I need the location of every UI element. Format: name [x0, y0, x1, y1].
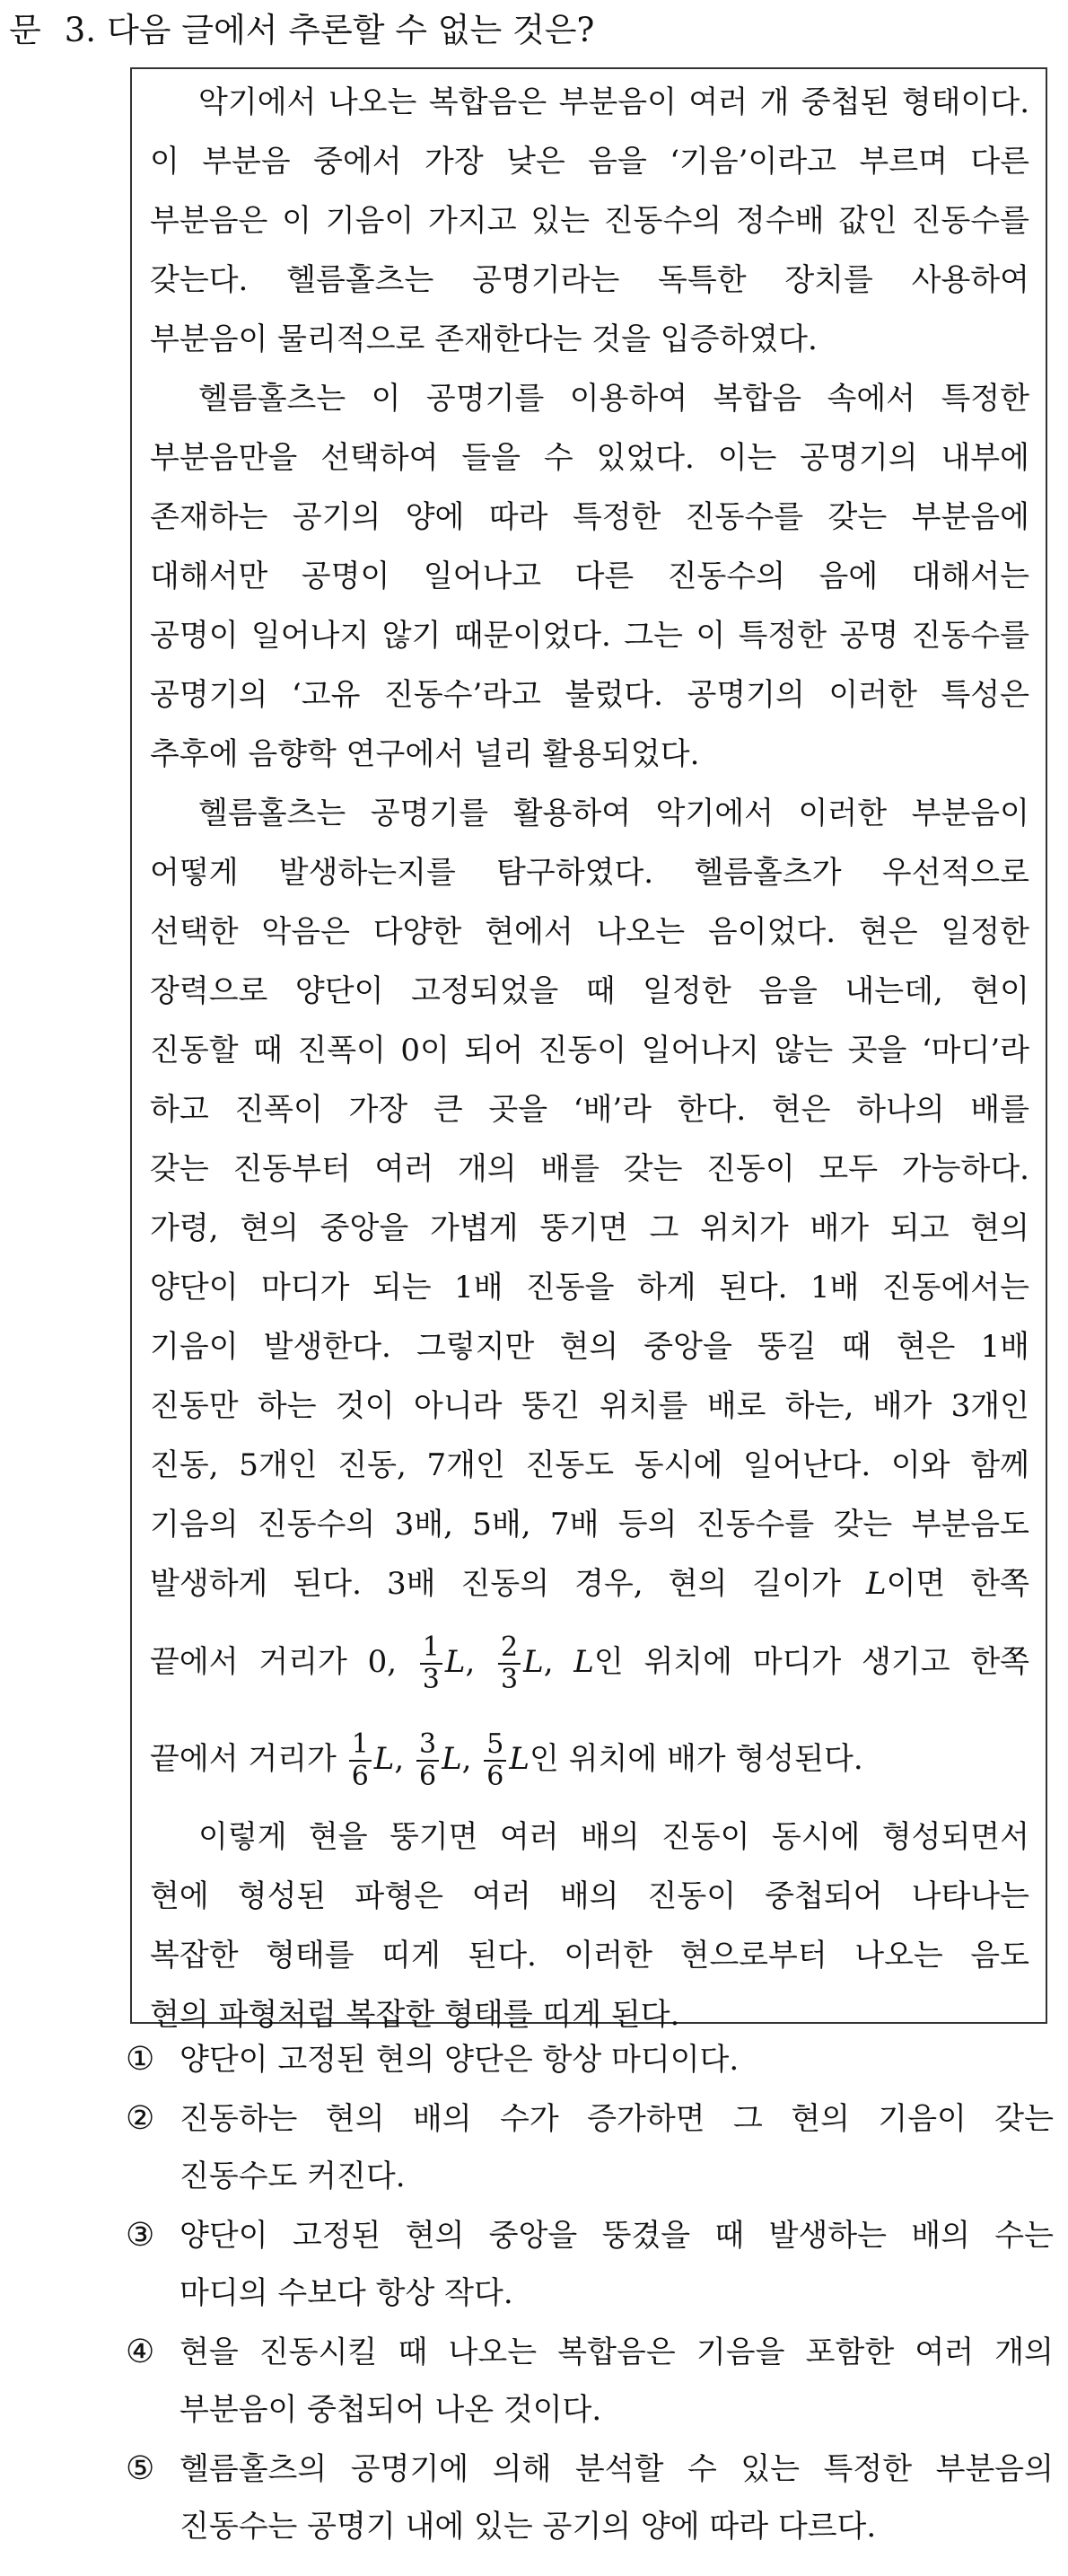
fraction — [349, 1729, 372, 1792]
variable-l: L — [523, 1644, 544, 1680]
passage-line: 현의 파형처럼 복잡한 형태를 띠게 된다. — [150, 1997, 680, 2033]
passage-line: 이 부분음 중에서 가장 낮은 음을 ‘기음’이라고 부르며 다른 — [150, 144, 1029, 180]
passage-line: 복잡한 형태를 띠게 된다. 이러한 현으로부터 나오는 음도 — [150, 1938, 1029, 1974]
passage-line: 악기에서 나오는 복합음은 부분음이 여러 개 중첩된 형태이다. — [198, 84, 1029, 120]
passage-line: 헬름홀츠는 공명기를 활용하여 악기에서 이러한 부분음이 — [198, 796, 1029, 831]
choice-text: 헬름홀츠의 공명기에 의해 분석할 수 있는 특정한 부분음의 — [179, 2451, 1054, 2487]
answer-choices — [126, 2031, 1054, 2557]
passage-line: 장력으로 양단이 고정되었을 때 일정한 음을 내는데, 현이 — [150, 973, 1029, 1009]
passage-paragraph-2 — [150, 369, 1029, 784]
passage-line: 어떻게 발생하는지를 탐구하였다. 헬름홀츠가 우선적으로 — [150, 855, 1029, 891]
choice-5[interactable] — [126, 2440, 1054, 2555]
passage-line: 공명이 일어나지 않기 때문이었다. 그는 이 특정한 공명 진동수를 — [150, 618, 1029, 654]
separator: , — [543, 1644, 554, 1680]
passage-line: 헬름홀츠는 이 공명기를 이용하여 복합음 속에서 특정한 — [198, 381, 1029, 417]
question-number: 3. — [64, 11, 97, 49]
variable-l: L — [573, 1644, 594, 1680]
choice-text: 진동수도 커진다. — [179, 2158, 406, 2194]
choice-text: 부분음이 중첩되어 나온 것이다. — [179, 2392, 602, 2428]
fraction — [420, 1632, 442, 1695]
fraction-numerator: 2 — [498, 1632, 521, 1665]
fraction-denominator: 3 — [422, 1664, 440, 1695]
passage-text: 끝에서 거리가 0, — [150, 1644, 398, 1680]
passage-line: 부분음이 물리적으로 존재한다는 것을 입증하였다. — [150, 321, 818, 357]
passage-text: 끝에서 거리가 — [150, 1741, 337, 1777]
variable-l: L — [442, 1741, 462, 1777]
passage-line: 존재하는 공기의 양에 따라 특정한 진동수를 갖는 부분음에 — [150, 499, 1029, 535]
choice-4[interactable] — [126, 2324, 1054, 2439]
passage-line: 가령, 현의 중앙을 가볍게 뚱기면 그 위치가 배가 되고 현의 — [150, 1210, 1029, 1246]
passage-line: 추후에 음향학 연구에서 널리 활용되었다. — [150, 736, 700, 772]
separator: , — [465, 1644, 476, 1680]
fraction-denominator: 3 — [501, 1664, 519, 1695]
choice-text: 현을 진동시킬 때 나오는 복합음은 기음을 포함한 여러 개의 — [179, 2334, 1054, 2370]
choice-3[interactable] — [126, 2207, 1054, 2322]
fraction-numerator: 3 — [416, 1729, 439, 1762]
passage-line: 공명기의 ‘고유 진동수’라고 불렀다. 공명기의 이러한 특성은 — [150, 677, 1029, 713]
choice-text: 양단이 고정된 현의 양단은 항상 마디이다. — [179, 2042, 740, 2078]
fraction — [498, 1632, 521, 1695]
question-label: 문 — [9, 11, 41, 49]
variable-l: L — [373, 1741, 395, 1777]
passage-line: 양단이 마디가 되는 1배 진동을 하게 된다. 1배 진동에서는 — [150, 1270, 1029, 1306]
passage-text: 인 위치에 마디가 생기고 한쪽 — [593, 1644, 1030, 1680]
choice-2[interactable] — [126, 2090, 1054, 2205]
passage-math-line — [150, 1613, 1029, 1710]
passage-line — [150, 1554, 1029, 1613]
fraction-numerator: 5 — [484, 1729, 506, 1762]
separator: , — [461, 1741, 472, 1777]
fraction-denominator: 6 — [486, 1761, 504, 1792]
passage-paragraph-3 — [150, 784, 1029, 1807]
separator: , — [394, 1741, 405, 1777]
choice-text: 진동수는 공명기 내에 있는 공기의 양에 따라 다르다. — [179, 2509, 877, 2545]
passage-line: 갖는 진동부터 여러 개의 배를 갖는 진동이 모두 가능하다. — [150, 1151, 1029, 1187]
fraction-denominator: 6 — [351, 1761, 369, 1792]
passage-paragraph-4 — [150, 1807, 1029, 2044]
choice-marker: ② — [126, 2100, 155, 2137]
passage-line: 기음의 진동수의 3배, 5배, 7배 등의 진동수를 갖는 부분음도 — [150, 1507, 1029, 1543]
passage-line: 진동할 때 진폭이 0이 되어 진동이 일어나지 않는 곳을 ‘마디’라 — [150, 1033, 1029, 1068]
fraction — [416, 1729, 439, 1792]
passage-paragraph-1 — [150, 73, 1029, 369]
question-text: 다음 글에서 추론할 수 없는 것은? — [107, 11, 595, 49]
variable-l: L — [444, 1644, 466, 1680]
variable-l: L — [865, 1566, 887, 1602]
passage-line: 부분음만을 선택하여 들을 수 있었다. 이는 공명기의 내부에 — [150, 440, 1029, 476]
passage-line: 갖는다. 헬름홀츠는 공명기라는 독특한 장치를 사용하여 — [150, 262, 1029, 298]
choice-text: 양단이 고정된 현의 중앙을 뚱겼을 때 발생하는 배의 수는 — [179, 2218, 1054, 2254]
passage-line: 현에 형성된 파형은 여러 배의 진동이 중첩되어 나타나는 — [150, 1878, 1029, 1914]
passage-line: 부분음은 이 기음이 가지고 있는 진동수의 정수배 값인 진동수를 — [150, 203, 1029, 239]
choice-marker: ⑤ — [126, 2450, 155, 2487]
choice-marker: ④ — [126, 2334, 155, 2370]
passage-line: 선택한 악음은 다양한 현에서 나오는 음이었다. 현은 일정한 — [150, 914, 1029, 950]
variable-l: L — [509, 1741, 530, 1777]
choice-1[interactable] — [126, 2031, 1054, 2088]
choice-text: 진동하는 현의 배의 수가 증가하면 그 현의 기음이 갖는 — [179, 2101, 1054, 2137]
passage-line: 이렇게 현을 뚱기면 여러 배의 진동이 동시에 형성되면서 — [198, 1819, 1029, 1855]
passage-text: 이면 한쪽 — [886, 1566, 1029, 1602]
passage-text: 인 위치에 배가 형성된다. — [529, 1741, 863, 1777]
passage-math-line — [150, 1710, 1029, 1807]
fraction-numerator: 1 — [420, 1632, 442, 1665]
fraction-numerator: 1 — [349, 1729, 372, 1762]
question-header — [9, 4, 594, 57]
passage-line: 기음이 발생한다. 그렇지만 현의 중앙을 뚱길 때 현은 1배 — [150, 1329, 1029, 1365]
passage-line: 대해서만 공명이 일어나고 다른 진동수의 음에 대해서는 — [150, 558, 1029, 594]
passage-line: 진동, 5개인 진동, 7개인 진동도 동시에 일어난다. 이와 함께 — [150, 1447, 1029, 1483]
fraction-denominator: 6 — [418, 1761, 437, 1792]
passage-line: 진동만 하는 것이 아니라 뚱긴 위치를 배로 하는, 배가 3개인 — [150, 1388, 1029, 1424]
choice-marker: ① — [126, 2041, 155, 2078]
choice-marker: ③ — [126, 2217, 155, 2254]
passage-line: 하고 진폭이 가장 큰 곳을 ‘배’라 한다. 현은 하나의 배를 — [150, 1092, 1029, 1128]
choice-text: 마디의 수보다 항상 작다. — [179, 2275, 513, 2311]
fraction — [484, 1729, 506, 1792]
passage-box — [130, 67, 1047, 2033]
passage-text: 발생하게 된다. 3배 진동의 경우, 현의 길이가 — [150, 1566, 866, 1602]
